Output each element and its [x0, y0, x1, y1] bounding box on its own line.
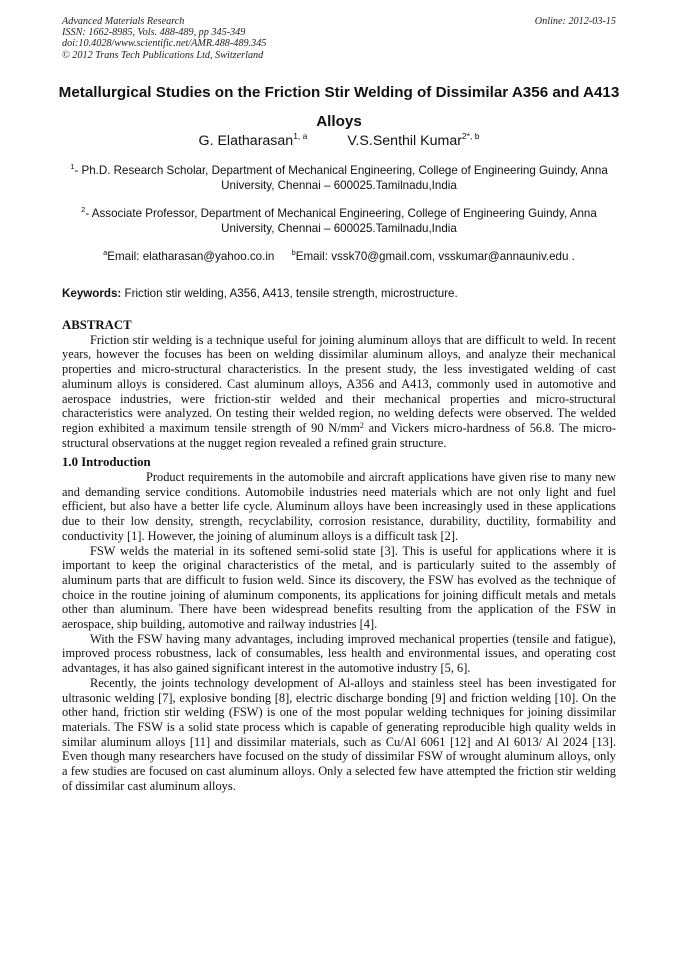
unit-superscript: 2: [359, 420, 364, 430]
copyright-line: © 2012 Trans Tech Publications Ltd, Switzerland: [62, 49, 264, 61]
author-name: G. Elatharasan: [198, 133, 294, 149]
abstract-text-part: Friction stir welding is a technique useful for joining aluminum alloys that are difficult to weld. In recent years, however the focuses has been on welding dissimilar aluminum alloys, and analyze their mechanical properties and micro-structural characteristics. In the present study, the less investigated welding of cast aluminum alloys is considered. Cast aluminum alloys, A356 and A413, commonly used in automotive and aerospace industries, were friction-stir welded and their mechanical properties and micro-structural characteristics were analyzed. On testing their welded region, no welding defects were observed. The welded region exhibited a maximum tensile strength of 90 N/mm: [62, 332, 616, 435]
online-date: Online: 2012-03-15: [534, 16, 616, 27]
email-text: Email: vssk70@gmail.com, vsskumar@annauniv.edu .: [295, 250, 575, 263]
keywords: [62, 286, 622, 301]
affiliation-text: - Ph.D. Research Scholar, Department of Mechanical Engineering, College of Engineering Guindy, Anna University, Chennai – 600025.Tamilnadu,India: [74, 164, 608, 193]
abstract-text-part: and Vickers micro-hardness of 56.8. The micro-structural observations at the nugget region revealed a refined grain structure.: [62, 420, 616, 450]
doi-line: doi:10.4028/www.scientific.net/AMR.488-489.345: [62, 38, 267, 50]
journal-name: Advanced Materials Research: [62, 16, 185, 27]
abstract-heading: ABSTRACT: [62, 318, 132, 332]
journal-header: [62, 16, 266, 61]
introduction-heading: 1.0 Introduction: [62, 455, 151, 470]
keywords-text: Friction stir welding, A356, A413, tensile strength, microstructure.: [124, 287, 458, 300]
intro-paragraph: Product requirements in the automobile and aircraft applications have given rise to many new and demanding service conditions. Automobile industries need materials which are not only light and fuel efficient, but also have a better life cycle. Aluminum alloys have been increasingly used in these applications due to their low density, strength, recyclability, corrosion resistance, durability, ductility, formability and conductivity [1]. However, the joining of aluminum alloys is a difficult task [2].: [62, 470, 616, 543]
email-text: Email: elatharasan@yahoo.co.in: [107, 250, 275, 263]
affiliation-2: [62, 206, 616, 237]
affiliation-text: - Associate Professor, Department of Mechanical Engineering, College of Engineering Guindy, Anna University, Chennai – 600025.Tamilnadu,India: [85, 207, 597, 236]
email-line: [62, 249, 616, 264]
issn-line: ISSN: 1662-8985, Vols. 488-489, pp 345-349: [62, 27, 246, 39]
abstract-text: [62, 333, 616, 451]
author-line: [52, 131, 626, 151]
affiliation-sup: 1: [70, 162, 75, 171]
paper-body: [62, 318, 616, 794]
author-sup: 2*, b: [461, 131, 480, 141]
email-sup: b: [291, 248, 296, 257]
keywords-label: Keywords:: [62, 287, 122, 300]
author-name: V.S.Senthil Kumar: [347, 133, 462, 149]
email-sup: a: [103, 248, 108, 257]
author-sup: 1, a: [293, 131, 308, 141]
intro-paragraph: Recently, the joints technology development of Al-alloys and stainless steel has been investigated for ultrasonic welding [7], explosive bonding [8], electric discharge bonding [9] and friction welding [10]. On the other hand, friction stir welding (FSW) is one of the most popular welding techniques for joining dissimilar materials. The FSW is a solid state process which is capable of generating reproducible high quality welds in similar aluminum alloys [11] and dissimilar materials, such as Cu/Al 6061 [12] and Al 6013/ Al 2024 [13]. Even though many researchers have focused on the study of dissimilar FSW of wrought aluminum alloys, only a few studies are focused on cast aluminum alloys. Only a selected few have attempted the friction stir welding of dissimilar cast aluminum alloys.: [62, 675, 616, 793]
intro-paragraph: FSW welds the material in its softened semi-solid state [3]. This is useful for applications where it is important to keep the original characteristics of the metal, and is particularly suited to the assembly of aluminum parts that are difficult to fusion weld. Since its discovery, the FSW has evolved as the technique of choice in the routine joining of aluminum components, its applications for joining difficult metals and metals other than aluminum. There have been widespread benefits resulting from the application of the FSW in aerospace, ship building, automotive and railway industries [4].: [62, 543, 616, 632]
affiliation-sup: 2: [81, 205, 86, 214]
paper-title: Metallurgical Studies on the Friction Stir Welding of Dissimilar A356 and A413 Alloys: [58, 84, 620, 130]
intro-paragraph: With the FSW having many advantages, including improved mechanical properties (tensile and fatigue), improved process robustness, lack of consumables, less health and environmental issues, and operating cost advantages, it has also gained significant interest in the automotive industry [5, 6].: [62, 631, 616, 676]
affiliation-1: [62, 163, 616, 194]
